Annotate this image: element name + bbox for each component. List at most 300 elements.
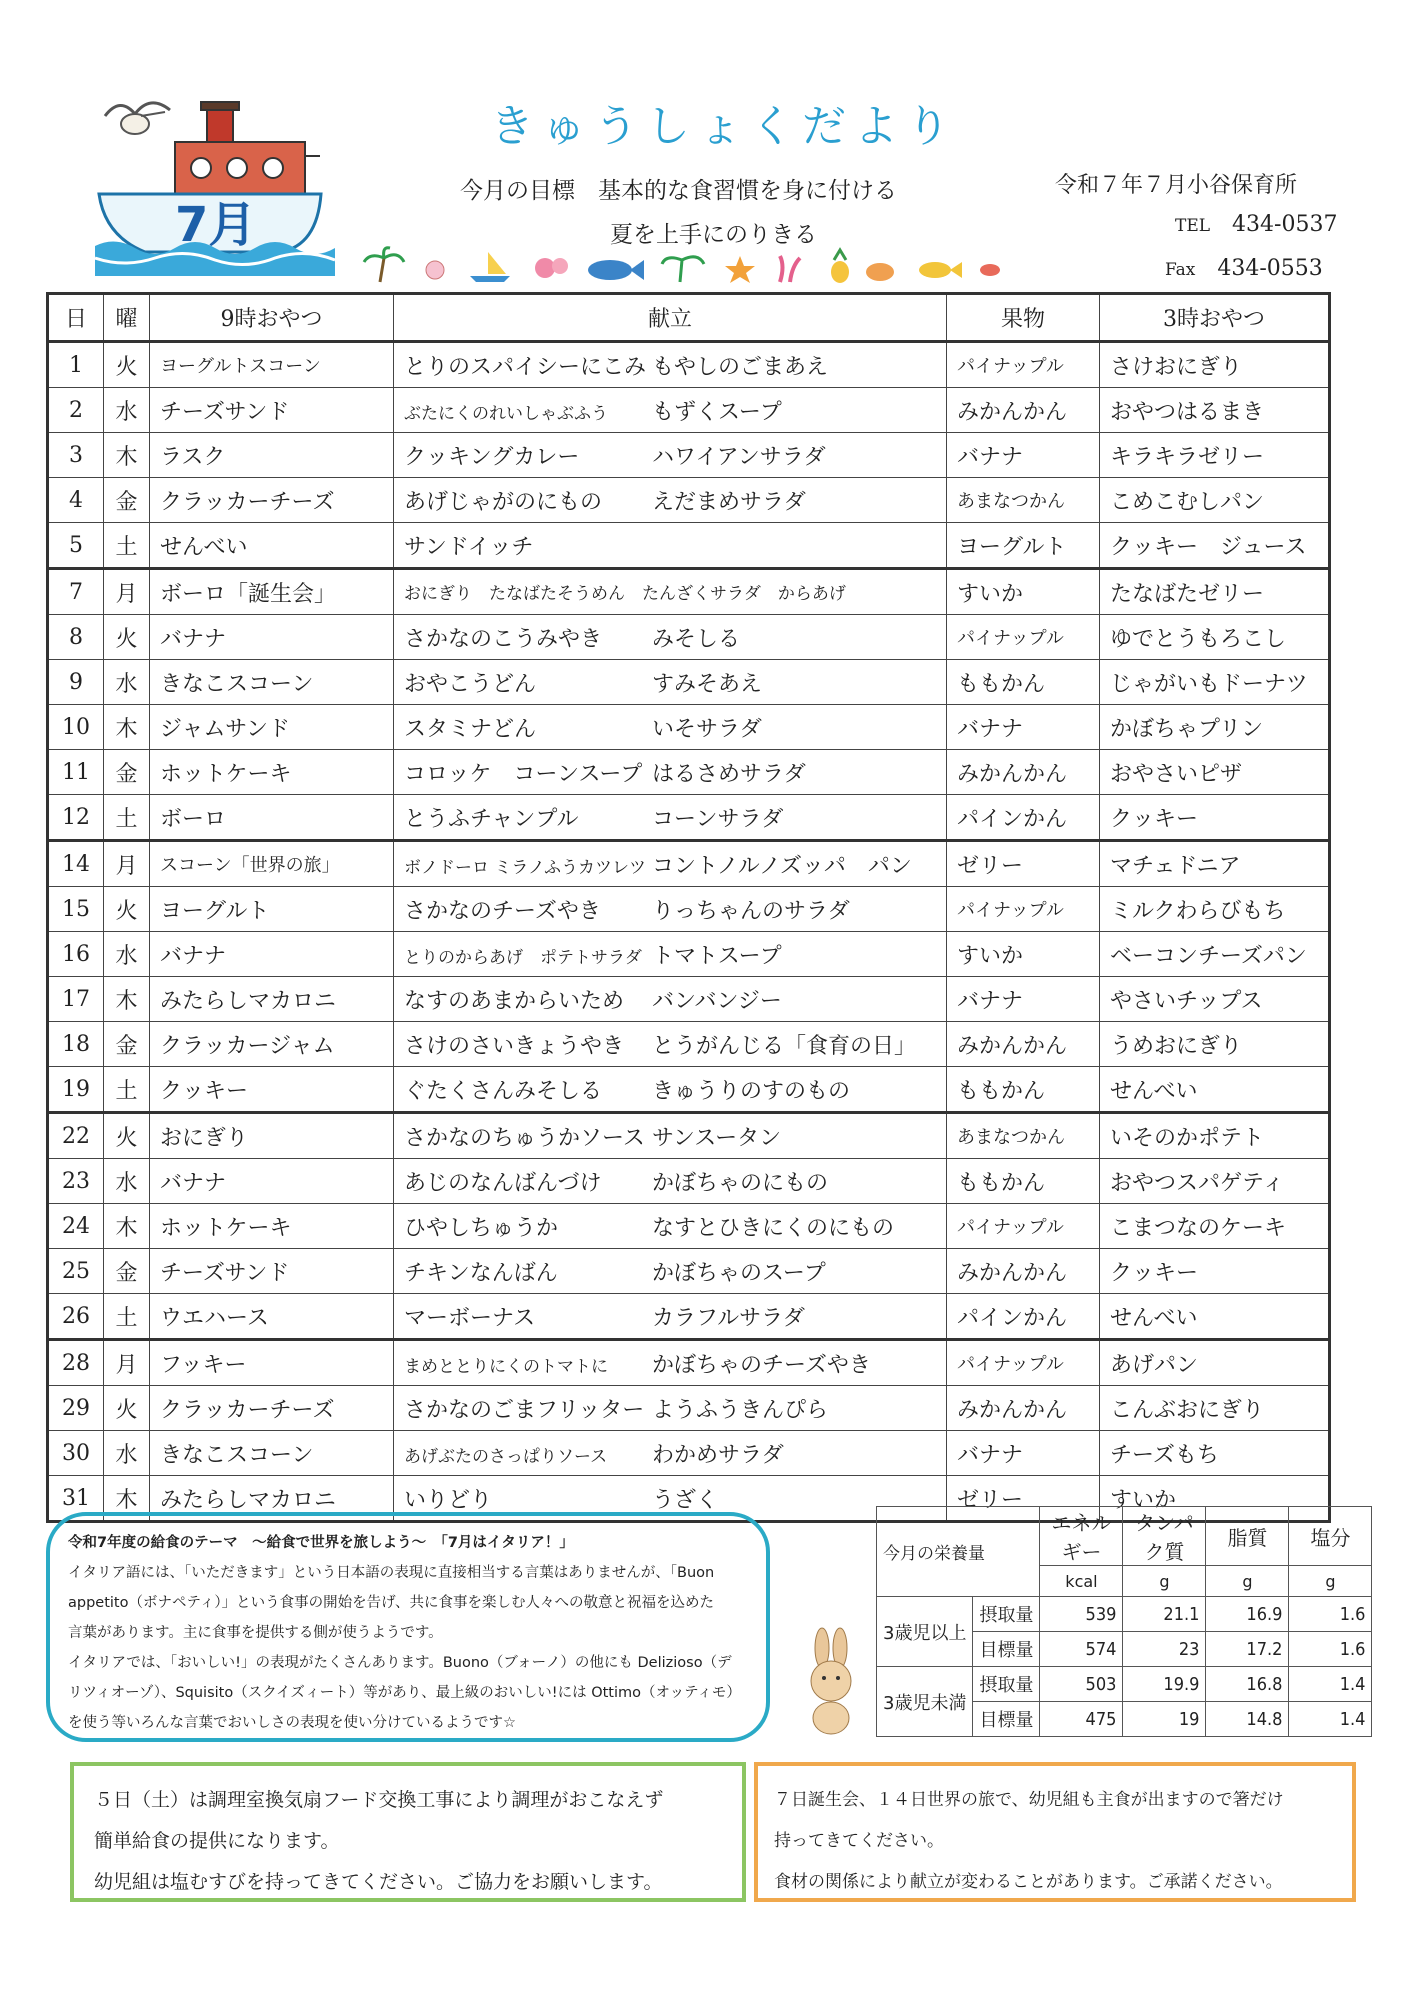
lunch-theme-box [46,1512,770,1742]
flower-icon [535,258,568,278]
menu-item-main: あじのなんばんづけ [404,1170,602,1196]
day-cell: 29 [48,1386,104,1431]
menu-item-side: みそしる [652,626,741,652]
menu-item-main: さかなのごまフリッター [404,1397,645,1423]
palm-tree-icon [364,248,404,282]
day-cell: 3 [48,433,104,478]
afternoon-snack-cell: うめおにぎり [1100,1022,1330,1067]
menu-cell [394,705,947,750]
fish-icon [919,262,962,278]
afternoon-snack-cell: マチェドニア [1100,841,1330,887]
menu-item-main: いりどり [404,1487,493,1513]
fruit-cell: ヨーグルト [947,523,1100,569]
morning-snack-cell: チーズサンド [150,388,394,433]
menu-item-main: サンドイッチ [404,534,534,560]
morning-snack-cell: ホットケーキ [150,1204,394,1249]
morning-snack-cell: きなこスコーン [150,660,394,705]
table-row [48,1204,1330,1249]
day-cell: 17 [48,977,104,1022]
afternoon-snack-cell: キラキラゼリー [1100,433,1330,478]
menu-item-main: ぶたにくのれいしゃぶふう [404,403,608,424]
table-row [48,388,1330,433]
weekday-cell: 木 [104,705,150,750]
day-cell: 7 [48,569,104,615]
table-row [48,1386,1330,1431]
month-badge: 7月 [175,197,257,253]
row-kind: 目標量 [973,1632,1040,1667]
menu-item-main: スタミナどん [404,716,537,742]
col-header-day: 日 [48,294,104,342]
menu-item-side: バンバンジー [652,988,782,1014]
theme-line: 言葉があります。主に食事を提供する側が使うようです。 [68,1625,443,1641]
nutrition-value: 21.1 [1123,1597,1206,1632]
afternoon-snack-cell: せんべい [1100,1294,1330,1340]
theme-line: を使う等いろんな言葉でおいしさの表現を使い分けているようです☆ [68,1715,516,1731]
morning-snack-cell: ラスク [150,433,394,478]
morning-snack-cell: きなこスコーン [150,1431,394,1476]
sailboat-icon [470,252,510,282]
menu-cell [394,342,947,388]
day-cell: 1 [48,342,104,388]
afternoon-snack-cell: すいか [1100,1476,1330,1522]
table-row [48,932,1330,977]
menu-item-side: コントノルノズッパ パン [652,853,912,879]
table-row [48,750,1330,795]
weekday-cell: 月 [104,569,150,615]
menu-item-main: さけのさいきょうやき [404,1033,625,1059]
menu-item-main: とりのからあげ ポテトサラダ [404,947,642,968]
fruit-cell: パインかん [947,795,1100,841]
menu-item-side: もやしのごまあえ [652,354,829,380]
unit-energy: kcal [1040,1566,1123,1597]
afternoon-snack-cell: おやさいピザ [1100,750,1330,795]
weekday-cell: 金 [104,1022,150,1067]
day-cell: 25 [48,1249,104,1294]
palm-icon [662,257,704,282]
weekday-cell: 土 [104,795,150,841]
day-cell: 16 [48,932,104,977]
menu-item-main: ボノドーロ ミラノふうカツレツ [404,857,647,878]
theme-heading: 令和7年度の給食のテーマ ～給食で世界を旅しよう～ 「7月はイタリア！」 [68,1535,574,1551]
table-row [48,705,1330,750]
morning-snack-cell: クッキー [150,1067,394,1113]
morning-snack-cell: せんべい [150,523,394,569]
menu-cell [394,478,947,523]
table-row [48,795,1330,841]
menu-item-main: ひやしちゅうか [404,1215,559,1241]
menu-cell [394,615,947,660]
menu-cell [394,1204,947,1249]
day-cell: 2 [48,388,104,433]
morning-snack-cell: おにぎり [150,1113,394,1159]
theme-line: イタリア語には、「いただきます」という日本語の表現に直接相当する言葉はありませんが、「Buon [68,1565,715,1581]
menu-item-side: はるさめサラダ [652,761,806,787]
menu-item-side: わかめサラダ [652,1442,784,1468]
fruit-cell: あまなつかん [947,1113,1100,1159]
fruit-cell: みかんかん [947,388,1100,433]
col-header-fruit: 果物 [947,294,1100,342]
afternoon-snack-cell: こんぶおにぎり [1100,1386,1330,1431]
menu-cell [394,1294,947,1340]
table-row [48,615,1330,660]
day-cell: 14 [48,841,104,887]
sea-decoration-strip [360,246,1010,286]
table-row [48,433,1330,478]
menu-item-side: いそサラダ [652,716,762,742]
weekday-cell: 水 [104,660,150,705]
menu-item-side: コーンサラダ [652,806,784,832]
menu-item-main: さかなのこうみやき [404,626,603,652]
morning-snack-cell: バナナ [150,1159,394,1204]
row-kind: 摂取量 [973,1667,1040,1702]
afternoon-snack-cell: ミルクわらびもち [1100,887,1330,932]
col-header-weekday: 曜 [104,294,150,342]
weekday-cell: 土 [104,523,150,569]
fruit-cell: ももかん [947,1159,1100,1204]
menu-item-main: チキンなんばん [404,1260,558,1286]
day-cell: 30 [48,1431,104,1476]
page-title: きゅうしょくだより [490,101,958,152]
menu-item-main: まめととりにくのトマトに [404,1356,608,1377]
day-cell: 22 [48,1113,104,1159]
col-header-afternoon-snack: 3時おやつ [1100,294,1330,342]
weekday-cell: 火 [104,1113,150,1159]
nutrition-col-protein: タンパク質 [1123,1507,1206,1566]
menu-item-side: ようふうきんぴら [652,1397,829,1423]
fruit-cell: パイナップル [947,887,1100,932]
table-row [48,478,1330,523]
menu-item-main: あげぶたのさっぱりソース [404,1446,608,1467]
day-cell: 26 [48,1294,104,1340]
menu-cell [394,1340,947,1386]
menu-item-side: かぼちゃのスープ [652,1260,826,1286]
notice-line: ７日誕生会、１４日世界の旅で、幼児組も主食が出ますので箸だけ [774,1790,1284,1810]
morning-snack-cell: バナナ [150,615,394,660]
menu-item-side: えだまめサラダ [652,489,806,515]
table-row [48,523,1330,569]
table-row [48,1159,1330,1204]
nutrition-value: 539 [1040,1597,1123,1632]
day-cell: 4 [48,478,104,523]
morning-snack-cell: ボーロ「誕生会」 [150,569,394,615]
day-cell: 12 [48,795,104,841]
tel-label: TEL [1175,216,1211,236]
fruit-cell: ももかん [947,660,1100,705]
fax-label: Fax [1165,260,1196,280]
fruit-cell: パイナップル [947,1340,1100,1386]
afternoon-snack-cell: こめこむしパン [1100,478,1330,523]
menu-item-side: りっちゃんのサラダ [652,898,850,924]
nutrition-col-fat: 脂質 [1206,1507,1289,1566]
menu-item-side: ハワイアンサラダ [652,444,826,470]
weekday-cell: 土 [104,1067,150,1113]
weekday-cell: 土 [104,1294,150,1340]
menu-item-main: おやこうどん [404,671,537,697]
day-cell: 31 [48,1476,104,1522]
menu-item-main: とうふチャンプル [404,806,579,832]
chopsticks-notice-box [754,1762,1356,1902]
table-row [48,1431,1330,1476]
ship-illustration [95,86,365,276]
menu-cell [394,1159,947,1204]
table-row [48,977,1330,1022]
coral-icon [780,256,800,282]
table-row [48,1067,1330,1113]
menu-item-side: トマトスープ [652,943,782,969]
weekday-cell: 金 [104,1249,150,1294]
fruit-cell: パイナップル [947,342,1100,388]
col-header-morning-snack: 9時おやつ [150,294,394,342]
afternoon-snack-cell: さけおにぎり [1100,342,1330,388]
menu-cell [394,932,947,977]
weekday-cell: 火 [104,615,150,660]
day-cell: 9 [48,660,104,705]
day-cell: 19 [48,1067,104,1113]
fax-row [1165,256,1323,281]
weekday-cell: 木 [104,1204,150,1249]
tel-number: 434-0537 [1232,212,1338,237]
morning-snack-cell: ヨーグルトスコーン [150,342,394,388]
nutrition-title: 今月の栄養量 [877,1507,1040,1597]
nutrition-value: 1.6 [1289,1632,1372,1667]
afternoon-snack-cell: ゆでとうもろこし [1100,615,1330,660]
menu-cell [394,977,947,1022]
day-cell: 8 [48,615,104,660]
nutrition-value: 1.6 [1289,1597,1372,1632]
menu-cell [394,1249,947,1294]
menu-item-main: とりのスパイシーにこみ [404,354,647,380]
morning-snack-cell: みたらしマカロニ [150,977,394,1022]
weekday-cell: 金 [104,478,150,523]
menu-item-side: とうがんじる「食育の日」 [652,1033,917,1059]
fruit-cell: ゼリー [947,1476,1100,1522]
day-cell: 24 [48,1204,104,1249]
fruit-cell: バナナ [947,705,1100,750]
notice-line: 食材の関係により献立が変わることがあります。ご承諾ください。 [774,1872,1283,1892]
notice-line: 簡単給食の提供になります。 [94,1830,340,1852]
weekday-cell: 火 [104,1386,150,1431]
day-cell: 5 [48,523,104,569]
menu-item-side: かぼちゃのにもの [652,1170,829,1196]
monthly-goal-line2: 夏を上手にのりきる [610,222,817,248]
nutrition-value: 16.8 [1206,1667,1289,1702]
afternoon-snack-cell: かぼちゃプリン [1100,705,1330,750]
afternoon-snack-cell: じゃがいもドーナツ [1100,660,1330,705]
table-row [48,887,1330,932]
fruit-cell: バナナ [947,433,1100,478]
menu-cell [394,388,947,433]
menu-item-main: ぐたくさんみそしる [404,1078,603,1104]
afternoon-snack-cell: おやつスパゲティ [1100,1159,1330,1204]
morning-snack-cell: クラッカージャム [150,1022,394,1067]
menu-cell [394,523,947,569]
menu-cell [394,1386,947,1431]
menu-item-main: クッキングカレー [404,444,580,470]
nutrition-value: 475 [1040,1702,1123,1737]
menu-item-main: コロッケ コーンスープ [404,761,643,787]
afternoon-snack-cell: チーズもち [1100,1431,1330,1476]
fruit-cell: みかんかん [947,1249,1100,1294]
weekday-cell: 水 [104,1431,150,1476]
small-fish-icon [980,264,1000,276]
menu-cell [394,1431,947,1476]
fruit-cell: あまなつかん [947,478,1100,523]
notice-line: ５日（土）は調理室換気扇フード交換工事により調理がおこなえず [94,1789,664,1811]
morning-snack-cell: ボーロ [150,795,394,841]
afternoon-snack-cell: おやつはるまき [1100,388,1330,433]
menu-item-main: おにぎり たなばたそうめん たんざくサラダ からあげ [404,584,846,604]
menu-item-side: かぼちゃのチーズやき [652,1352,871,1378]
nutrition-value: 17.2 [1206,1632,1289,1667]
nutrition-value: 503 [1040,1667,1123,1702]
afternoon-snack-cell: いそのかポテト [1100,1113,1330,1159]
weekday-cell: 木 [104,433,150,478]
menu-item-main: なすのあまからいため [404,988,625,1014]
afternoon-snack-cell: やさいチップス [1100,977,1330,1022]
unit-protein: g [1123,1566,1206,1597]
weekday-cell: 火 [104,342,150,388]
menu-item-side: カラフルサラダ [652,1305,805,1331]
menu-cell [394,841,947,887]
menu-cell [394,660,947,705]
morning-snack-cell: スコーン「世界の旅」 [150,841,394,887]
table-row [48,660,1330,705]
table-row [48,1294,1330,1340]
weekday-cell: 木 [104,977,150,1022]
menu-item-main: マーボーナス [404,1305,536,1331]
whale-icon [588,260,644,280]
row-kind: 目標量 [973,1702,1040,1737]
menu-item-side: うざく [652,1487,719,1513]
nutrition-col-energy: エネルギー [1040,1507,1123,1566]
nutrition-value: 16.9 [1206,1597,1289,1632]
afternoon-snack-cell: クッキー [1100,1249,1330,1294]
day-cell: 10 [48,705,104,750]
menu-cell [394,1067,947,1113]
age-group-label: 3歳児未満 [877,1667,973,1737]
menu-item-side: すみそあえ [652,671,763,697]
fruit-cell: パイナップル [947,1204,1100,1249]
monthly-goal-line1: 今月の目標 基本的な食習慣を身に付ける [460,178,897,204]
day-cell: 23 [48,1159,104,1204]
menu-cell [394,795,947,841]
morning-snack-cell: ホットケーキ [150,750,394,795]
notice-line: 幼児組は塩むすびを持ってきてください。ご協力をお願いします。 [94,1871,663,1893]
afternoon-snack-cell: クッキー [1100,795,1330,841]
menu-cell [394,1022,947,1067]
fruit-cell: みかんかん [947,750,1100,795]
menu-item-main: さかなのちゅうかソース [404,1125,645,1151]
menu-cell [394,569,947,615]
weekday-cell: 月 [104,1340,150,1386]
day-cell: 15 [48,887,104,932]
fax-number: 434-0553 [1217,256,1323,281]
morning-snack-cell: ヨーグルト [150,887,394,932]
nutrition-value: 14.8 [1206,1702,1289,1737]
morning-snack-cell: みたらしマカロニ [150,1476,394,1522]
day-cell: 28 [48,1340,104,1386]
menu-item-side: きゅうりのすのもの [652,1078,851,1104]
unit-salt: g [1289,1566,1372,1597]
afternoon-snack-cell: こまつなのケーキ [1100,1204,1330,1249]
menu-table [46,292,1331,1523]
unit-fat: g [1206,1566,1289,1597]
morning-snack-cell: ジャムサンド [150,705,394,750]
weekday-cell: 木 [104,1476,150,1522]
table-row [48,342,1330,388]
table-row [48,1113,1330,1159]
morning-snack-cell: チーズサンド [150,1249,394,1294]
fruit-cell: バナナ [947,1431,1100,1476]
afternoon-snack-cell: あげパン [1100,1340,1330,1386]
day-cell: 18 [48,1022,104,1067]
row-kind: 摂取量 [973,1597,1040,1632]
age-group-label: 3歳児以上 [877,1597,973,1667]
weekday-cell: 月 [104,841,150,887]
menu-cell [394,750,947,795]
fruit-cell: すいか [947,569,1100,615]
starfish-icon [725,256,755,283]
table-header-row [48,294,1330,342]
menu-item-side: なすとひきにくのにもの [652,1215,895,1241]
morning-snack-cell: フッキー [150,1340,394,1386]
menu-cell [394,887,947,932]
pineapple-icon [831,250,849,283]
nutrition-table [876,1506,1372,1737]
menu-item-side: サンスータン [652,1125,782,1151]
menu-item-side: もずくスープ [652,399,782,425]
weekday-cell: 水 [104,388,150,433]
morning-snack-cell: ウエハース [150,1294,394,1340]
menu-item-main: あげじゃがのにもの [404,489,603,515]
fruit-cell: みかんかん [947,1022,1100,1067]
afternoon-snack-cell: たなばたゼリー [1100,569,1330,615]
morning-snack-cell: クラッカーチーズ [150,478,394,523]
nutrition-value: 19 [1123,1702,1206,1737]
notice-line: 持ってきてください。 [774,1831,944,1851]
seagull-icon [105,103,170,134]
weekday-cell: 水 [104,932,150,977]
fruit-cell: みかんかん [947,1386,1100,1431]
afternoon-snack-cell: クッキー ジュース [1100,523,1330,569]
theme-line: リツィオーゾ）、Squisito（スクイズィート）等があり、最上級のおいしい!には Ottimo（オッティモ） [68,1685,741,1701]
fruit-cell: ゼリー [947,841,1100,887]
theme-line: イタリアでは、「おいしい!」の表現がたくさんあります。Buono（ブォーノ）の他にも Delizioso（デ [68,1655,732,1671]
rabbit-illustration [800,1626,864,1736]
table-row [48,1340,1330,1386]
menu-item-main: さかなのチーズやき [404,898,601,924]
table-row [48,841,1330,887]
theme-line: appetito（ボナペティ）」という食事の開始を告げ、共に食事を楽しむ人々への敬意と祝福を込めた [68,1595,714,1611]
nutrition-value: 23 [1123,1632,1206,1667]
nutrition-value: 19.9 [1123,1667,1206,1702]
fruit-cell: バナナ [947,977,1100,1022]
shell-icon [426,261,444,279]
fruit-cell: すいか [947,932,1100,977]
table-row [48,1022,1330,1067]
menu-cell [394,433,947,478]
afternoon-snack-cell: ベーコンチーズパン [1100,932,1330,977]
morning-snack-cell: バナナ [150,932,394,977]
construction-notice-box [70,1762,746,1902]
tel-row [1175,212,1337,237]
fruit-cell: パイナップル [947,615,1100,660]
table-row [48,1249,1330,1294]
menu-cell [394,1113,947,1159]
nutrition-value: 574 [1040,1632,1123,1667]
day-cell: 11 [48,750,104,795]
col-header-menu: 献立 [394,294,947,342]
